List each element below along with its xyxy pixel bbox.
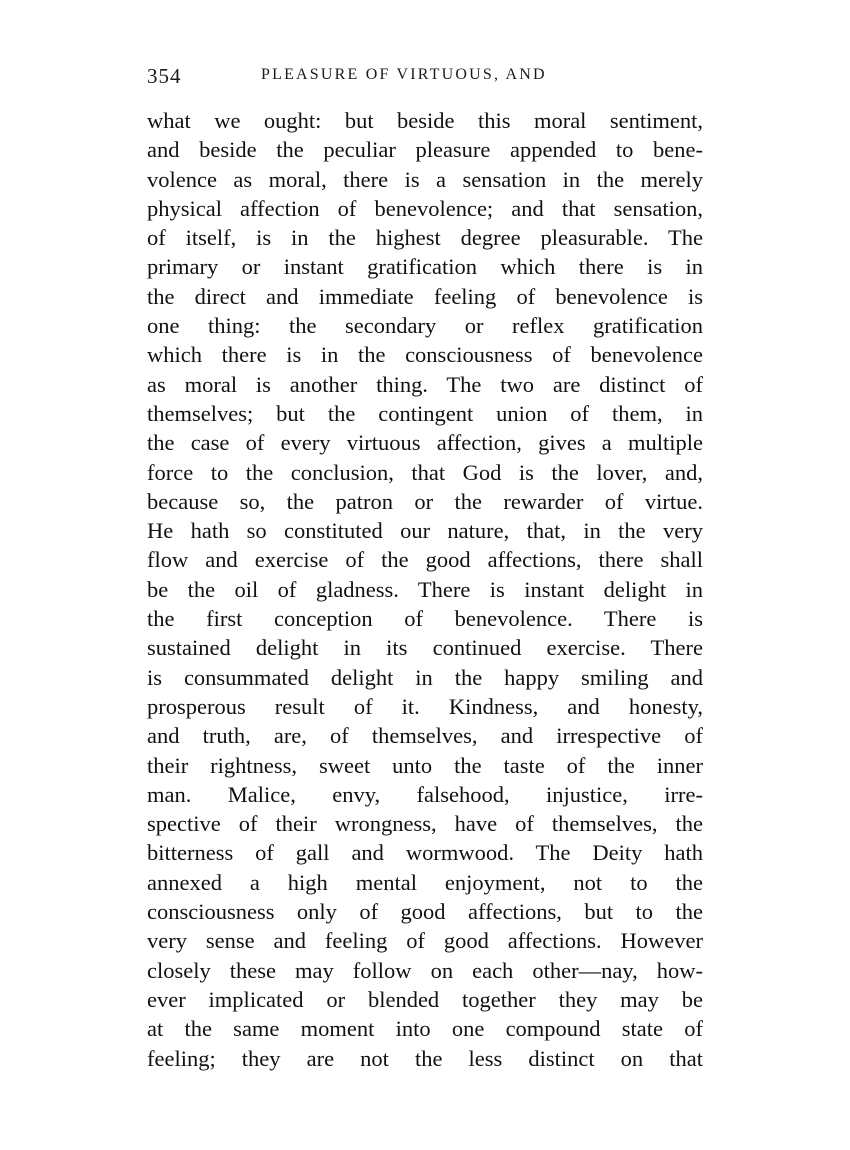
text-line: man. Malice, envy, falsehood, injustice, irre- xyxy=(147,781,703,807)
text-line: the case of every virtuous affection, gives a multiple xyxy=(147,430,703,456)
text-line: sustained delight in its continued exercise. There xyxy=(147,635,703,661)
text-line: one thing: the secondary or reflex gratification xyxy=(147,313,703,339)
text-line: their rightness, sweet unto the taste of the inner xyxy=(147,752,703,778)
text-line: what we ought: but beside this moral sentiment, xyxy=(147,108,703,133)
text-line: and beside the peculiar pleasure appended to bene- xyxy=(147,137,703,163)
text-line: which there is in the consciousness of benevolence xyxy=(147,342,703,368)
text-line: bitterness of gall and wormwood. The Deity hath xyxy=(147,840,703,866)
text-line: physical affection of benevolence; and that sensation, xyxy=(147,195,703,221)
text-line: as moral is another thing. The two are distinct of xyxy=(147,371,703,397)
text-line: annexed a high mental enjoyment, not to the xyxy=(147,869,703,895)
text-line: of itself, is in the highest degree pleasurable. The xyxy=(147,225,703,251)
text-line: and truth, are, of themselves, and irrespective of xyxy=(147,723,703,749)
text-line: prosperous result of it. Kindness, and honesty, xyxy=(147,693,703,719)
text-line: at the same moment into one compound state of xyxy=(147,1016,703,1042)
running-head xyxy=(147,64,707,88)
text-line: feeling; they are not the less distinct on that xyxy=(147,1045,703,1071)
text-line: closely these may follow on each other—nay, how- xyxy=(147,957,703,983)
text-line: primary or instant gratification which there is in xyxy=(147,254,703,280)
text-line: very sense and feeling of good affections. However xyxy=(147,928,703,954)
text-line: is consummated delight in the happy smiling and xyxy=(147,664,703,690)
text-line: the direct and immediate feeling of benevolence is xyxy=(147,283,703,309)
text-line: themselves; but the contingent union of them, in xyxy=(147,400,703,426)
text-line: force to the conclusion, that God is the lover, and, xyxy=(147,459,703,485)
text-line: consciousness only of good affections, but to the xyxy=(147,899,703,925)
text-line: spective of their wrongness, have of themselves, the xyxy=(147,811,703,837)
body-text xyxy=(147,106,703,1073)
text-line: ever implicated or blended together they may be xyxy=(147,986,703,1012)
running-title: PLEASURE OF VIRTUOUS, AND xyxy=(261,66,547,83)
text-line: the first conception of benevolence. There is xyxy=(147,606,703,632)
text-line: because so, the patron or the rewarder of virtue. xyxy=(147,488,703,514)
page-number: 354 xyxy=(147,64,182,88)
text-line: He hath so constituted our nature, that, in the very xyxy=(147,518,703,544)
text-line: be the oil of gladness. There is instant delight in xyxy=(147,576,703,602)
text-line: flow and exercise of the good affections, there shall xyxy=(147,547,703,573)
text-line: volence as moral, there is a sensation in the merely xyxy=(147,166,703,192)
